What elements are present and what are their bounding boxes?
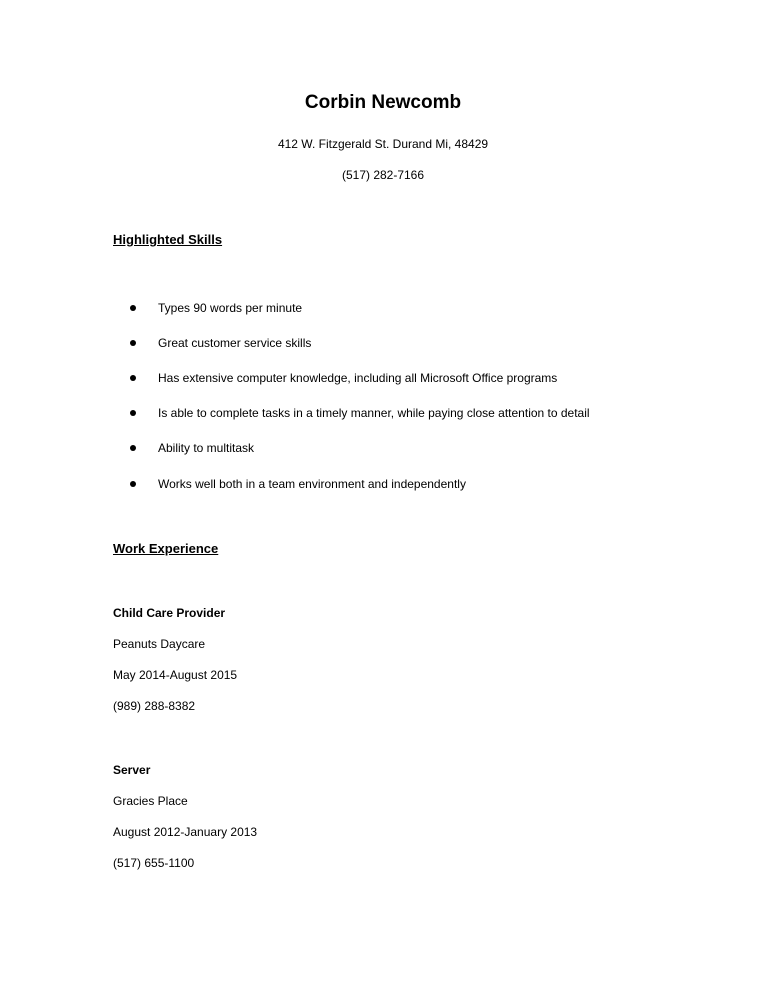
skill-text: Types 90 words per minute <box>158 301 303 315</box>
job-title: Server <box>113 763 151 777</box>
bullet-icon <box>130 445 136 451</box>
bullet-icon <box>130 340 136 346</box>
skill-text: Is able to complete tasks in a timely manner, while paying close attention to detail <box>158 406 590 420</box>
bullet-icon <box>130 305 136 311</box>
skill-text: Great customer service skills <box>158 336 312 350</box>
job-dates: May 2014-August 2015 <box>113 668 238 682</box>
skills-heading: Highlighted Skills <box>113 232 223 247</box>
job-phone: (517) 655-1100 <box>113 856 195 870</box>
applicant-address: 412 W. Fitzgerald St. Durand Mi, 48429 <box>277 137 489 151</box>
work-experience-heading: Work Experience <box>113 541 219 556</box>
job-phone: (989) 288-8382 <box>113 699 196 713</box>
bullet-icon <box>130 410 136 416</box>
job-title: Child Care Provider <box>113 606 226 620</box>
job-employer: Peanuts Daycare <box>113 637 206 651</box>
applicant-name: Corbin Newcomb <box>304 92 462 113</box>
job-employer: Gracies Place <box>113 794 188 808</box>
bullet-icon <box>130 375 136 381</box>
skill-text: Works well both in a team environment and independently <box>158 477 466 491</box>
bullet-icon <box>130 481 136 487</box>
skill-text: Ability to multitask <box>158 441 255 455</box>
skill-text: Has extensive computer knowledge, including all Microsoft Office programs <box>158 371 558 385</box>
job-dates: August 2012-January 2013 <box>113 825 258 839</box>
applicant-phone: (517) 282-7166 <box>341 168 425 182</box>
